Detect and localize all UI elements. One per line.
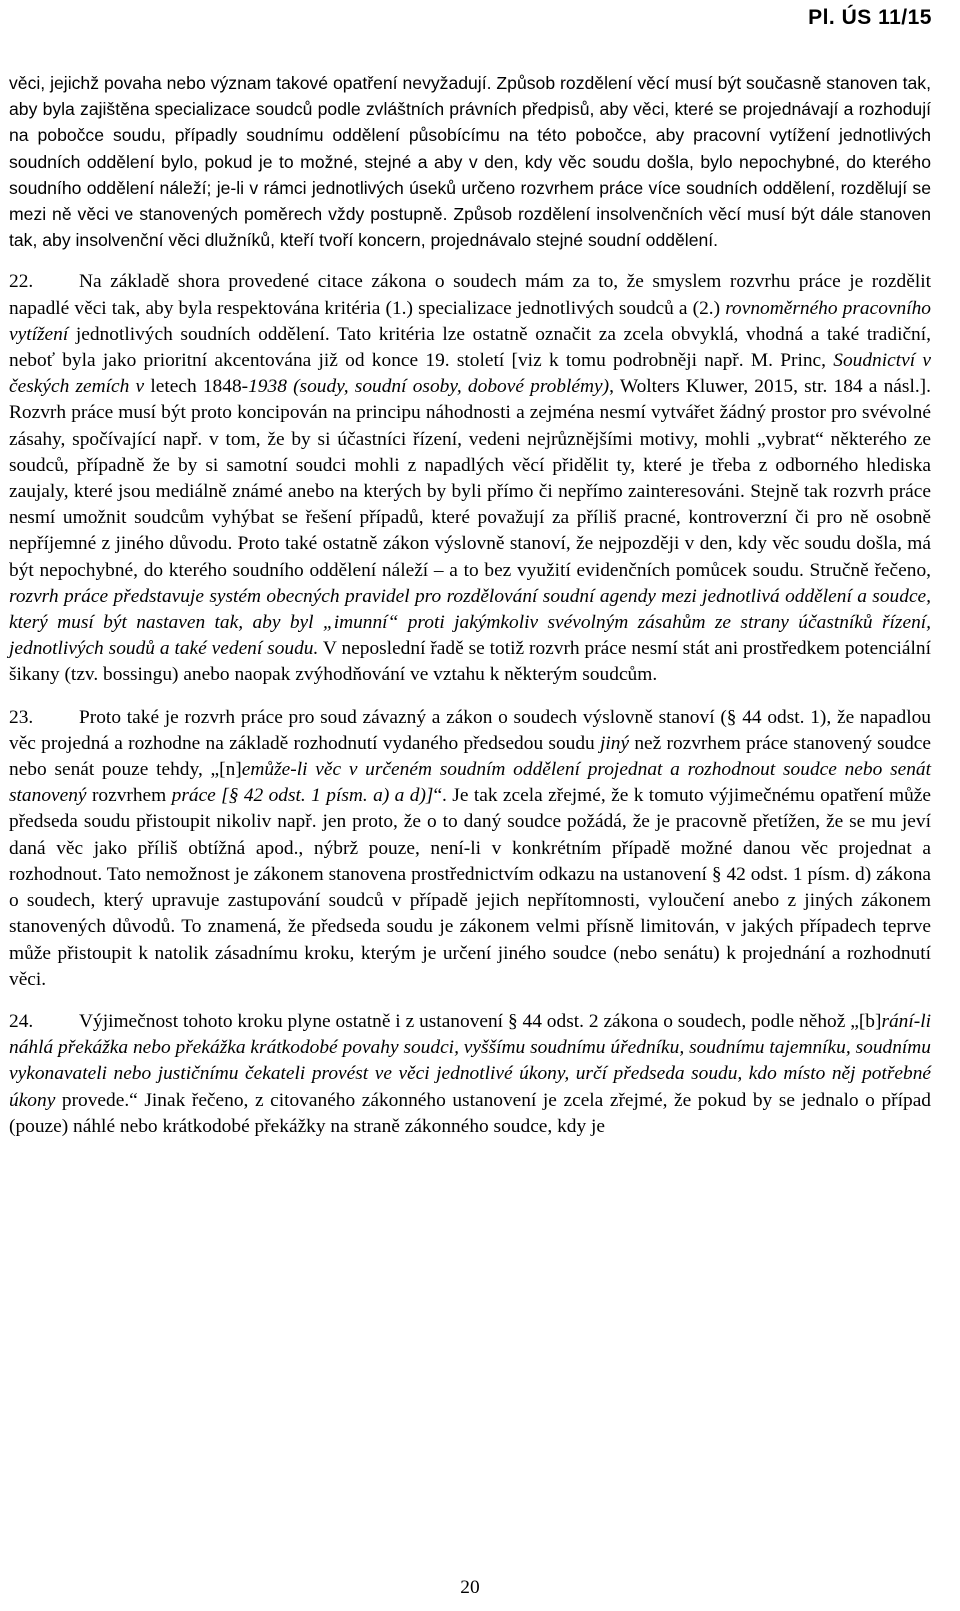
- paragraph-number: 24.: [9, 1010, 34, 1032]
- paragraph-text: rozvrhem: [86, 785, 172, 807]
- emphasis-text: jiný: [599, 732, 630, 754]
- paragraph-text: , Wolters Kluwer, 2015, str. 184 a násl.]. Rozvrh práce musí být proto koncipován na principu náhodnosti a zejména nesmí vytvářet žádný prostor pro svévolné zásahy, spočívající např. v tom, že by si účastníci řízení, vedeni nejrůznějšími motivy, mohli „vybrat“ některého ze soudců, případně že by si samotní soudci mohli z napadlých věcí přidělit ty, které je třeba z odborného hlediska zaujaly, které jsou mediálně známé anebo na kterých by byli přímo či nepřímo zainteresováni. Stejně tak rozvrh práce nesmí umožnit soudcům vyhýbat se řešení případů, které považují za příliš pracné, kontroverzní či pro ně osobně nepříjemné z jiného důvodu. Proto také ostatně zákon výslovně stanoví, že nejpozději v den, kdy věc soudu došla, má být nepochybné, do kterého soudního oddělení náleží – a to bez využití evidenčních pomůcek soudu. Stručně řečeno,: [9, 376, 931, 581]
- paragraph-text: letech 1848-: [144, 376, 249, 398]
- paragraph-number: 23.: [9, 706, 34, 728]
- paragraph-text: “. Je tak zcela zřejmé, že k tomuto výjimečnému opatření může předseda soudu přistoupit nikoliv např. jen proto, že o to daný soudce požádá, že je pracovně přetížen, že se mu jeví daná věc jako příliš obtížná apod., nýbrž pouze, není-li v konkrétním případě možné danou věc projednat a rozhodnout. Tato nemožnost je zákonem stanovena prostřednictvím odkazu na ustanovení § 42 odst. 1 písm. d) zákona o soudech, který upravuje zastupování soudců v případě jejich nepřítomnosti, vyloučení anebo z jiných zákonem stanovených důvodů. To znamená, že předseda soudu je zákonem velmi přísně limitován, v jakých případech teprve může přistoupit k natolik zásadnímu kroku, kterým je určení jiného soudce (nebo senátu) k projednání a rozhodnutí věci.: [9, 785, 931, 990]
- paragraph-continuation: věci, jejichž povaha nebo význam takové opatření nevyžadují. Způsob rozdělení věcí musí být současně stanoven tak, aby byla zajištěna specializace soudců podle zvláštních právních předpisů, aby věci, které se projednávají a rozhodují na pobočce soudu, případly soudnímu oddělení působícímu na této pobočce, aby pracovní vytížení jednotlivých soudních oddělení bylo, pokud je to možné, stejné a aby v den, kdy věc soudu došla, bylo nepochybné, do kterého soudního oddělení náleží; je-li v rámci jednotlivých úseků určeno rozvrhem práce více soudních oddělení, rozdělují se mezi ně věci ve stanovených poměrech vždy postupně. Způsob rozdělení insolvenčních věcí musí být dále stanoven tak, aby insolvenční věci dlužníků, kteří tvoří koncern, projednávalo stejné soudní oddělení.: [9, 73, 931, 251]
- paragraph-22: [9, 269, 931, 688]
- paragraph-23: [9, 705, 931, 993]
- emphasis-text: rozvrh práce představuje systém obecných pravidel pro rozdělování soudní agendy mezi jednotlivá oddělení a soudce, který musí být nastaven tak, aby byl „imunní“ proti jakýmkoliv svévolným zásahům ze strany účastníků řízení, jednotlivých soudů a také vedení soudu.: [9, 585, 931, 660]
- citation-title: Soudnictví v českých zemích v: [9, 350, 931, 398]
- paragraph-text: V neposlední řadě se totiž rozvrh práce nesmí stát ani prostředkem potenciální šikany (tzv. bossingu) anebo naopak zvýhodňování ve vztahu k některým soudcům.: [9, 638, 931, 686]
- page-number: 20: [460, 1577, 480, 1598]
- paragraph-text: Výjimečnost tohoto kroku plyne ostatně i z ustanovení § 44 odst. 2 zákona o soudech, podle něhož „[b]: [79, 1010, 882, 1032]
- paragraph-text: než rozvrhem práce stanovený soudce nebo senát pouze tehdy, „[n]: [9, 732, 931, 781]
- quoted-law-text: rání-li náhlá překážka nebo překážka krátkodobé povahy soudci, vyššímu soudnímu úředníku, soudnímu tajemníku, soudnímu vykonavateli nebo justičnímu čekateli provést ve věci jednotlivé úkony, určí předseda soudu, kdo místo něj potřebné úkony: [9, 1010, 931, 1111]
- paragraph-text: Proto také je rozvrh práce pro soud závazný a zákon o soudech výslovně stanoví (§ 44 odst. 1), že napadlou věc projedná a rozhodne na základě rozhodnutí vydaného předsedou soudu: [9, 706, 931, 754]
- paragraph-text: Na základě shora provedené citace zákona o soudech mám za to, že smyslem rozvrhu práce je rozdělit napadlé věci tak, aby byla respektována kritéria (1.) specializace jednotlivých soudců a (2.): [9, 271, 931, 319]
- paragraph-number: 22.: [9, 271, 34, 293]
- paragraph-text: jednotlivých soudních oddělení. Tato kritéria lze ostatně označit za zcela obvyklá, vhodná a také tradiční, neboť byla jako prioritní akcentována již od konce 19. století [viz k tomu podrobněji např. M. Princ,: [9, 323, 931, 372]
- document-body: [9, 70, 931, 1140]
- emphasis-text: rovnoměrného pracovního vytížení: [9, 297, 931, 345]
- quoted-law-text: práce [§ 42 odst. 1 písm. a) a d)]: [171, 785, 434, 807]
- paragraph-24: [9, 1009, 931, 1140]
- citation-title: 1938 (soudy, soudní osoby, dobové problémy): [248, 376, 610, 398]
- quoted-law-text: emůže-li věc v určeném soudním oddělení projednat a rozhodnout soudce nebo senát stanovený: [9, 759, 932, 807]
- paragraph-text: provede.“ Jinak řečeno, z citovaného zákonného ustanovení je zcela zřejmé, že pokud by se jednalo o případ (pouze) náhlé nebo krátkodobé překážky na straně zákonného soudce, kdy je: [9, 1089, 931, 1137]
- case-reference-header: Pl. ÚS 11/15: [808, 6, 932, 29]
